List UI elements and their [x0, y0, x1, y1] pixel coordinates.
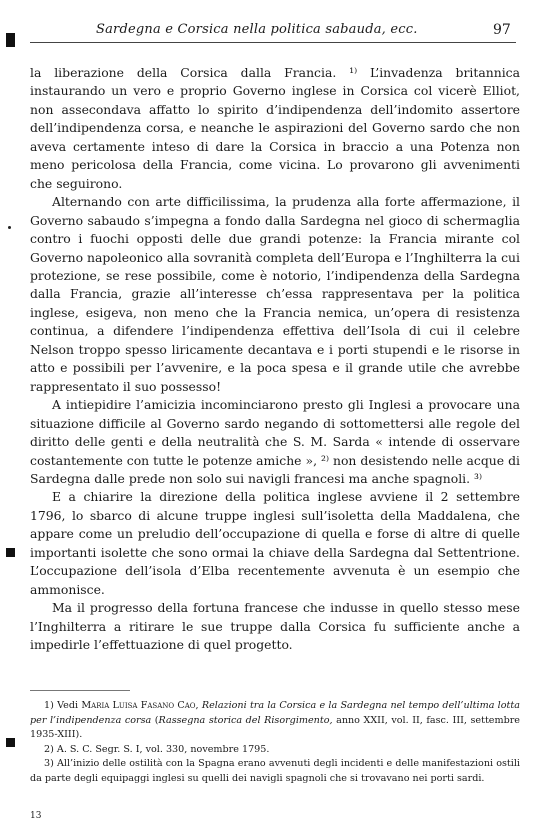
running-header — [0, 20, 550, 42]
margin-dot — [8, 226, 11, 229]
paragraph-2: Alternando con arte difficilissima, la prudenza alla forte affermazione, il Governo sabaudo s’impegna a fondo dalla Sardegna nel gioco di schermaglia contro i fuochi opposti delle due grandi potenze: la Francia mirante col Governo napoleonico alla sovranità completa dell’Europa e l’Inghilterra la cui protezione, se rese possibile, come è notorio, l’indipendenza della Sardegna dalla Francia, grazie all’interesse ch’essa rappresentava per la politica inglese, esigeva, non meno che la Francia nemica, un’opera di resistenza continua, a difendere l’indipendenza effettiva dell’Isola di cui il celebre Nelson troppo spesso liricamente decantava e i porti stupendi e le risorse in atto e possibili per l’avvenire, e la poca spesa e il grande utile che avrebbe rappresentato il suo possesso! — [30, 194, 520, 394]
footnote-1-title: Relazioni tra la Corsica e la Sardegna nel tempo dell’ultima lotta per l’indipendenza corsa — [30, 700, 520, 726]
header-rule — [30, 42, 516, 43]
paragraph-4: E a chiarire la direzione della politica inglese avviene il 2 settembre 1796, lo sbarco di alcune truppe inglesi sull’isoletta della Maddalena, che appare come un preludio dell’occupazione di quella e forse di altre di quelle importanti isolette che sono ormai la chiave della Sardegna dal Settentrione. L’occupazione dell’isola d’Elba recentemente avvenuta è un esempio che ammonisce. — [30, 489, 520, 597]
footnote-1-author: Maria Luisa Fasano Cao, — [81, 700, 199, 711]
page-number: 97 — [493, 22, 511, 38]
footnote-3: 3) All’inizio delle ostilità con la Spagna erano avvenuti degli incidenti e delle manifestazioni ostili da parte degli equipaggi inglesi su quelli dei navigli spagnoli che si trovavano nei porti sardi. — [30, 758, 520, 784]
footnote-rule — [30, 690, 130, 691]
paragraph-5: Ma il progresso della fortuna francese che indusse in quello stesso mese l’Inghilterra a ritirare le sue truppe dalla Corsica fu sufficiente anche a impedirle l’effettuazione di quel progetto. — [30, 600, 520, 653]
footnote-1-mark: 1) — [44, 700, 54, 711]
main-text — [30, 64, 520, 655]
footnotes — [30, 699, 520, 786]
footnote-1-journal: Rassegna storica del Risorgimento, — [158, 714, 333, 726]
footnote-2: 2) A. S. C. Segr. S. I, vol. 330, novembre 1795. — [44, 743, 270, 755]
crop-mark-middle — [6, 548, 15, 557]
signature-mark: 13 — [30, 811, 42, 821]
paragraph-1: la liberazione della Corsica dalla Francia. ¹⁾ L’invadenza britannica instaurando un vero e proprio Governo inglese in Corsica col vicerè Elliot, non assecondava affatto lo spirito d’indipendenza dell’indomito assertore dell’indipendenza corsa, e neanche le aspirazioni del Governo sardo che non aveva certamente inteso di dare la Corsica in braccio a una Potenza non meno pericolosa della Francia, come vicina. Lo provarono gli avvenimenti che seguirono. — [30, 65, 520, 191]
crop-mark-bottom — [6, 738, 15, 747]
running-title: Sardegna e Corsica nella politica sabauda, ecc. — [96, 22, 418, 37]
paragraph-3: A intiepidire l’amicizia incominciarono presto gli Inglesi a provocare una situazione difficile al Governo sardo negando di sottomettersi alle regole del diritto delle genti e della neutralità che S. M. Sarda « intende di osservare costantemente con tutte le potenze amiche », ²⁾ non desistendo nelle acque di Sardegna dalle prede non solo sui navigli francesi ma anche spagnoli. ³⁾ — [30, 397, 520, 486]
footnote-1 — [30, 699, 520, 743]
footnote-1-open: ( — [154, 714, 159, 726]
footnote-1-pre: Vedi — [57, 700, 79, 711]
footnote-1-rest: anno XXII, vol. II, fasc. III, settembre 1935-XIII). — [30, 714, 520, 740]
